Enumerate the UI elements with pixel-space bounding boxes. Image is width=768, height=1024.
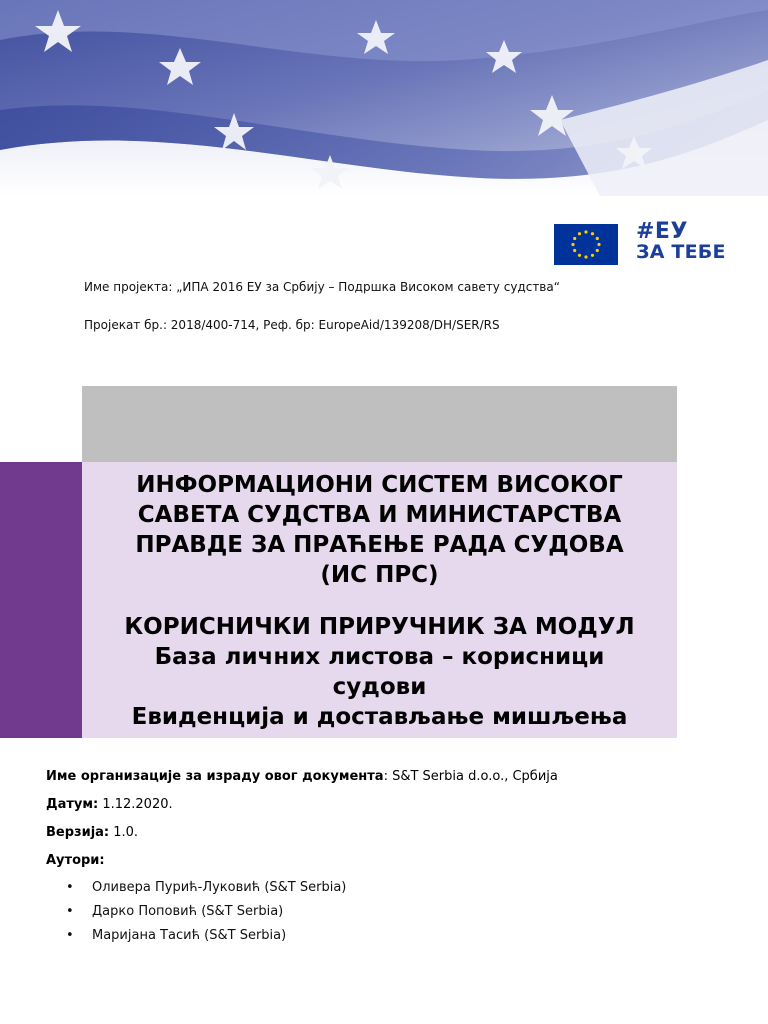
purple-side-block [0, 462, 82, 738]
grey-header-bar [82, 386, 677, 462]
date-value: 1.12.2020. [98, 797, 173, 812]
version-line [46, 825, 138, 840]
organization-line [46, 769, 558, 784]
authors-heading [46, 853, 105, 868]
eu-slogan-line2: ЗА ТЕБЕ [636, 241, 726, 263]
banner-image [0, 0, 768, 196]
organization-value: : S&T Serbia d.o.o., Србија [383, 769, 558, 784]
list-item [66, 900, 346, 924]
title-line: ПРАВДЕ ЗА ПРАЋЕЊЕ РАДА СУДОВА [135, 532, 624, 558]
manual-title: КОРИСНИЧКИ ПРИРУЧНИК ЗА МОДУЛ [124, 614, 635, 640]
authors-list [66, 876, 346, 948]
project-number-line: Пројекат бр.: 2018/400-714, Реф. бр: EuropeAid/139208/DH/SER/RS [84, 318, 500, 332]
version-label: Верзија: [46, 825, 110, 840]
list-item [66, 876, 346, 900]
title-line: ИНФОРМАЦИОНИ СИСТЕМ ВИСОКОГ [136, 472, 623, 498]
bullet-icon: • [66, 928, 74, 943]
version-value: 1.0. [109, 825, 139, 840]
author-name: Дарко Поповић (S&T Serbia) [92, 904, 284, 919]
eu-slogan-line1: #ЕУ [636, 219, 688, 244]
eu-flag-banner [0, 0, 768, 196]
project-name-line: Име пројекта: „ИПА 2016 ЕУ за Србију – Подршка Високом савету судства“ [84, 280, 560, 294]
author-name: Маријана Тасић (S&T Serbia) [92, 928, 287, 943]
module-title-line: База личних листова – корисници [154, 644, 605, 670]
bullet-icon: • [66, 904, 74, 919]
eu-flag-icon [554, 224, 618, 265]
date-label: Датум: [46, 797, 99, 812]
module-title-line: судови [332, 674, 427, 700]
authors-label: Аутори: [46, 853, 105, 868]
list-item [66, 924, 346, 948]
eu-slogan-logo [636, 219, 736, 263]
date-line [46, 797, 173, 812]
bullet-icon: • [66, 880, 74, 895]
author-name: Оливера Пурић-Луковић (S&T Serbia) [92, 880, 347, 895]
organization-label: Име организације за израду овог документа [46, 769, 384, 784]
submodule-title: Евиденција и достављање мишљења [131, 704, 628, 730]
title-line: САВЕТА СУДСТВА И МИНИСТАРСТВА [137, 502, 622, 528]
title-box [82, 462, 677, 738]
title-line: (ИС ПРС) [320, 562, 439, 588]
